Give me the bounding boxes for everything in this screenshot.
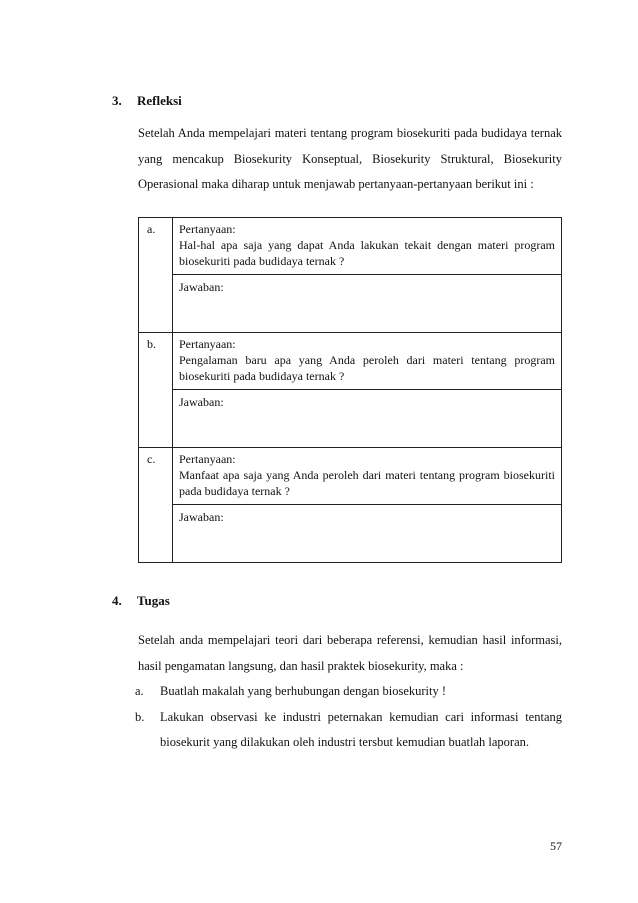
item-a-question-cell: [173, 218, 562, 275]
item-a-question-heading: Pertanyaan:: [179, 222, 236, 236]
item-c-question-heading: Pertanyaan:: [179, 452, 236, 466]
item-a-label: a.: [139, 218, 173, 333]
table-row-answer-b: [139, 390, 562, 448]
task-b-marker: b.: [135, 709, 145, 724]
section-4-title: Tugas: [137, 593, 170, 608]
section-3-intro: Setelah Anda mempelajari materi tentang program biosekuriti pada budidaya ternak yang mencakup Biosekurity Konseptual, Biosekurity Struktural, Biosekurity Operasional maka diharap untuk menjawab pertanyaan-pertanyaan berikut ini :: [138, 126, 562, 191]
item-b-question-heading: Pertanyaan:: [179, 337, 236, 351]
table-row-answer-c: [139, 505, 562, 563]
list-item: [135, 679, 562, 705]
task-b-text: Lakukan observasi ke industri peternakan kemudian cari informasi tentang biosekurit yang dilakukan oleh industri tersbut kemudian buatlah laporan.: [160, 709, 562, 749]
section-4-number: 4.: [112, 593, 122, 608]
section-3-number: 3.: [112, 93, 122, 108]
list-item: [135, 705, 562, 756]
section-3-title: Refleksi: [137, 93, 182, 108]
item-c-label: c.: [139, 448, 173, 563]
task-a-text: Buatlah makalah yang berhubungan dengan biosekurity !: [160, 684, 447, 698]
section-3-heading: [112, 93, 182, 109]
item-b-answer-heading: Jawaban:: [179, 395, 224, 409]
table-row-question-b: [139, 333, 562, 390]
item-a-answer-cell[interactable]: [173, 275, 562, 333]
item-b-label: b.: [139, 333, 173, 448]
table-row-question-a: [139, 218, 562, 275]
task-list: [135, 679, 562, 756]
item-c-question-text: Manfaat apa saja yang Anda peroleh dari materi tentang program biosekuriti pada budidaya ternak ?: [179, 468, 555, 498]
item-a-question-text: Hal-hal apa saja yang dapat Anda lakukan tekait dengan materi program biosekuriti pada budidaya ternak ?: [179, 238, 555, 268]
item-b-question-text: Pengalaman baru apa yang Anda peroleh dari materi tentang program biosekuriti pada budidaya ternak ?: [179, 353, 555, 383]
item-b-question-cell: [173, 333, 562, 390]
section-4-intro: Setelah anda mempelajari teori dari beberapa referensi, kemudian hasil informasi, hasil pengamatan langsung, dan hasil praktek biosekurity, maka :: [138, 633, 562, 673]
item-c-answer-heading: Jawaban:: [179, 510, 224, 524]
page-number: 57: [550, 839, 562, 853]
section-4-heading: [112, 593, 170, 609]
item-a-answer-heading: Jawaban:: [179, 280, 224, 294]
item-b-answer-cell[interactable]: [173, 390, 562, 448]
table-row-answer-a: [139, 275, 562, 333]
item-c-question-cell: [173, 448, 562, 505]
reflection-table: [138, 217, 562, 563]
table-row-question-c: [139, 448, 562, 505]
task-a-marker: a.: [135, 684, 144, 698]
item-c-answer-cell[interactable]: [173, 505, 562, 563]
